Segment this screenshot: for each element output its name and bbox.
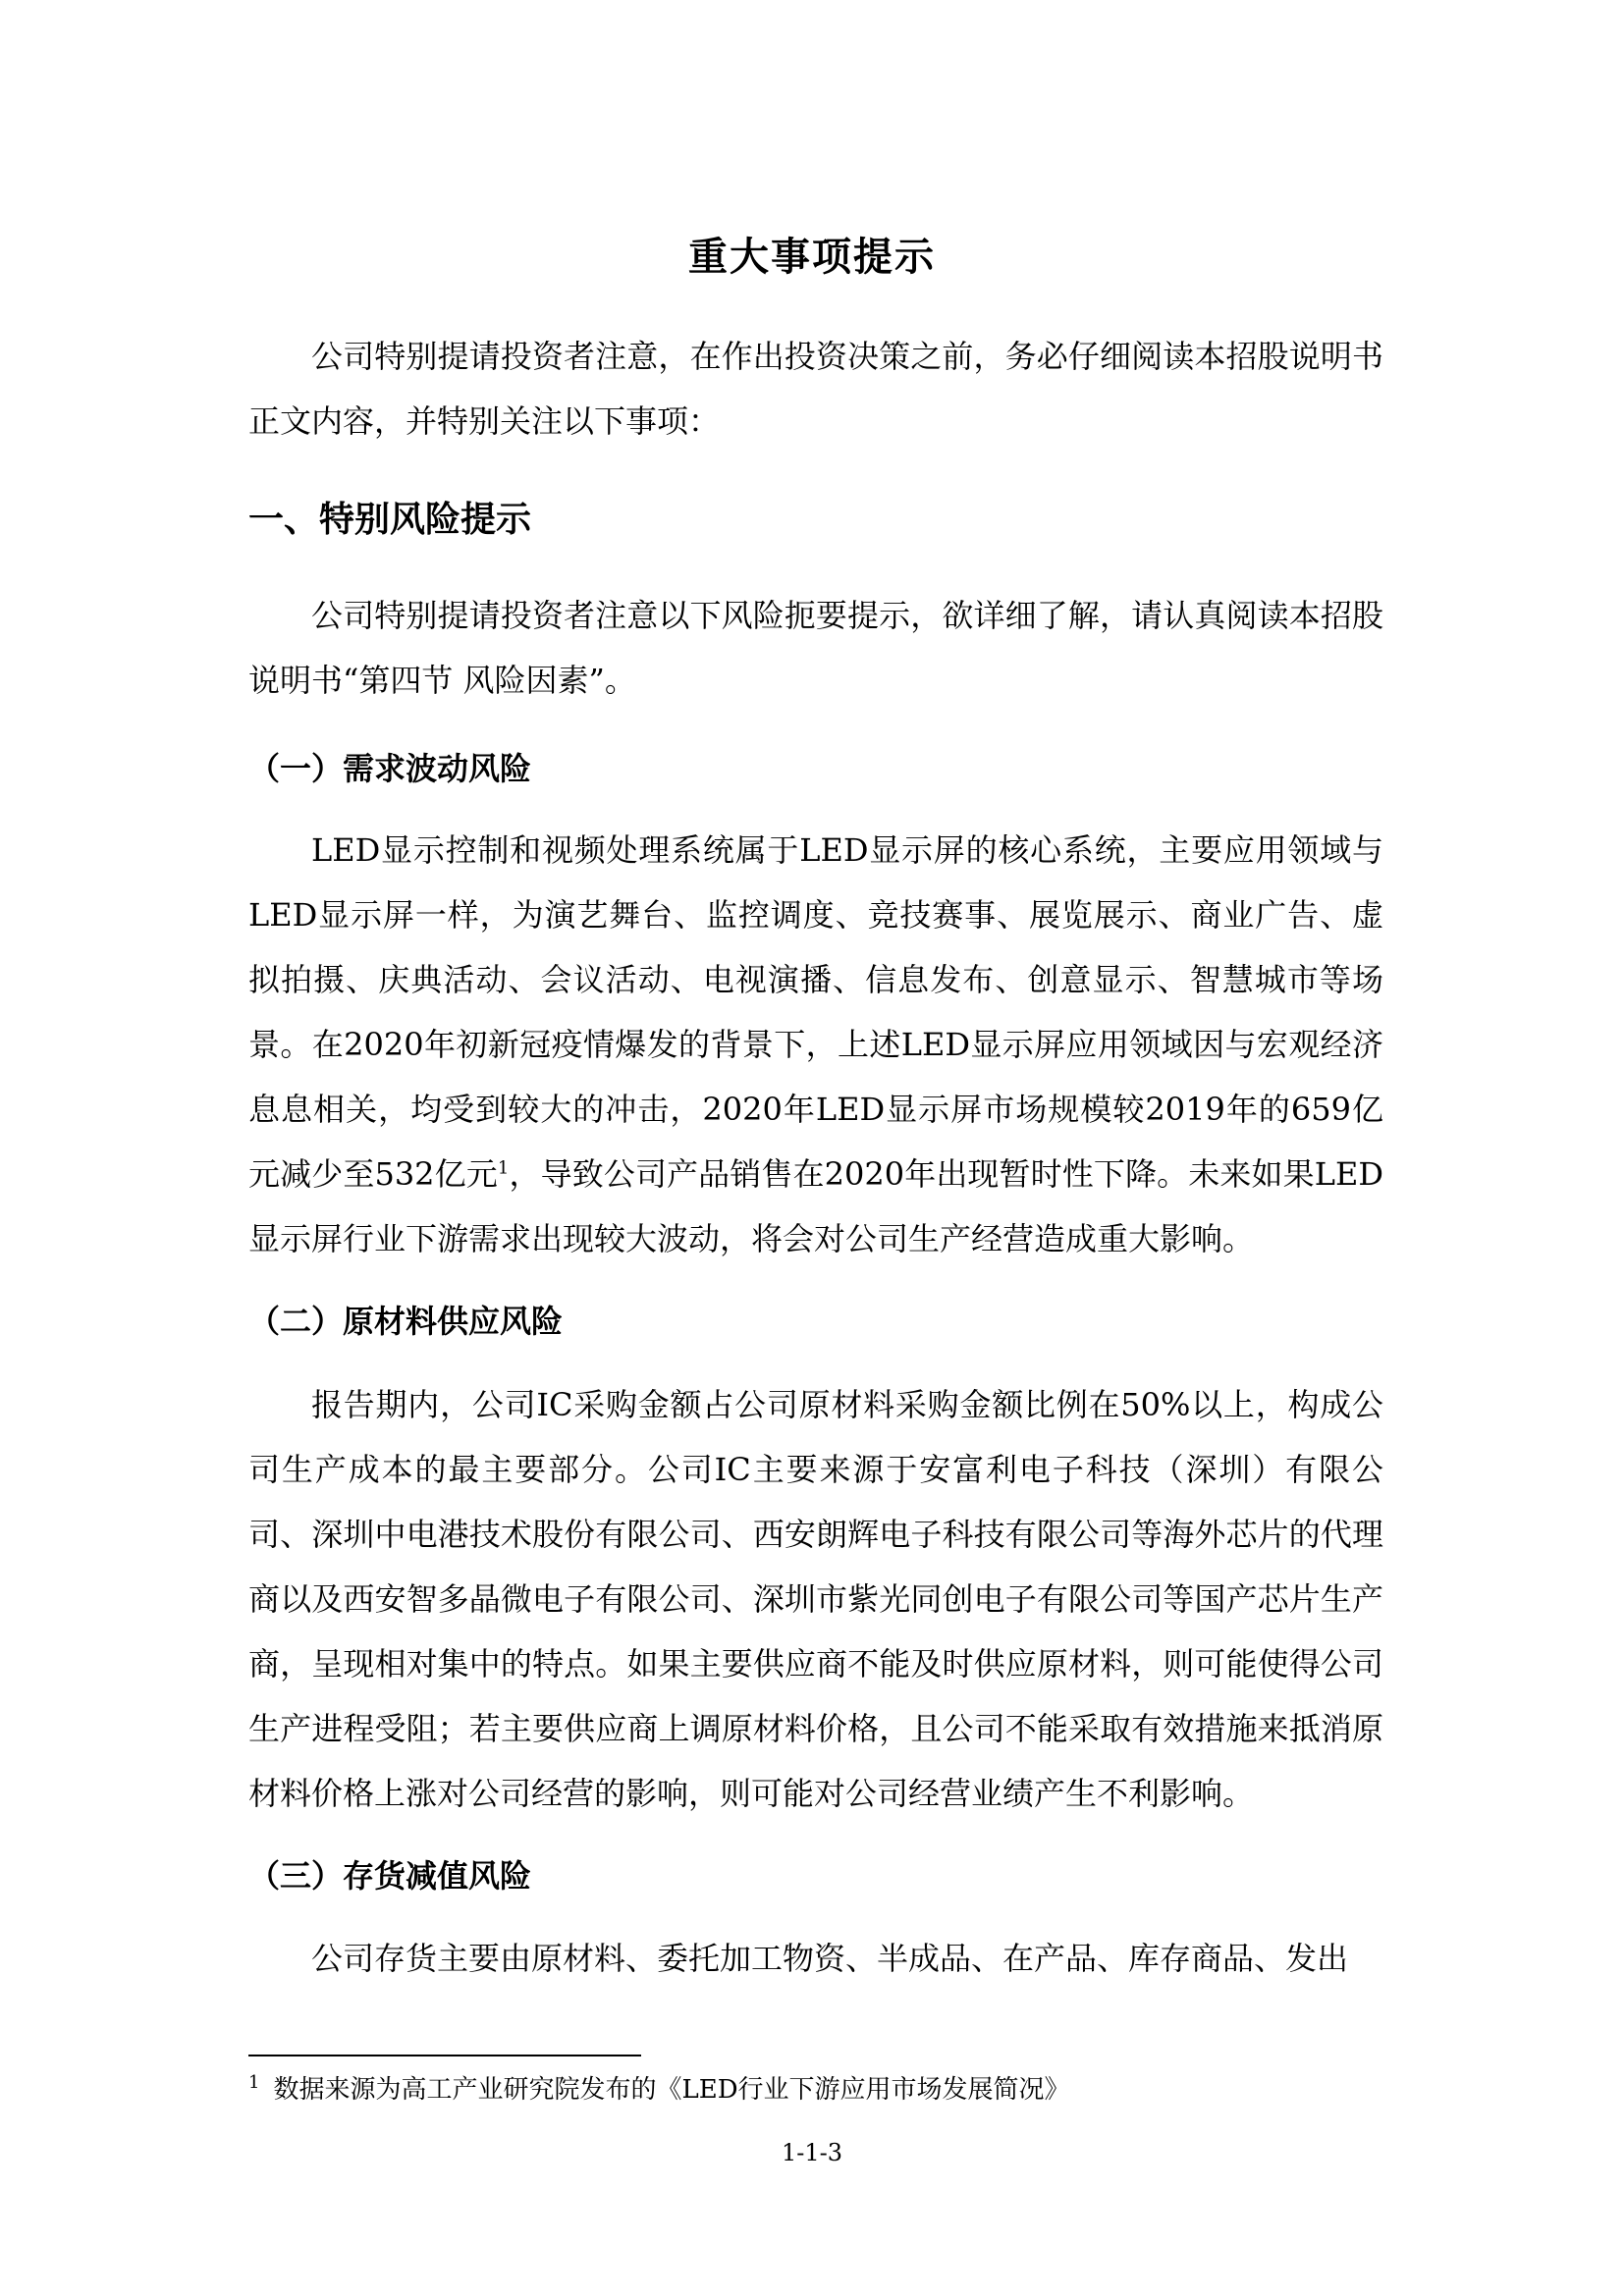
material-supply-risk-paragraph: 报告期内，公司IC采购金额占公司原材料采购金额比例在50%以上，构成公司生产成本的最主要部分。公司IC主要来源于安富利电子科技（深圳）有限公司、深圳中电港技术股份有限公司、西安朗辉电子科技有限公司等海外芯片的代理商以及西安智多晶微电子有限公司、深圳市紫光同创电子有限公司等国产芯片生产商，呈现相对集中的特点。如果主要供应商不能及时供应原材料，则可能使得公司生产进程受阻；若主要供应商上调原材料价格，且公司不能采取有效措施来抵消原材料价格上涨对公司经营的影响，则可能对公司经营业绩产生不利影响。 [248, 1386, 1383, 1812]
inventory-risk-paragraph: 公司存货主要由原材料、委托加工物资、半成品、在产品、库存商品、发出 [311, 1940, 1349, 1977]
section-intro-paragraph: 公司特别提请投资者注意以下风险扼要提示，欲详细了解，请认真阅读本招股说明书“第四节 风险因素”。 [248, 597, 1383, 699]
footnote-reference: 1 [497, 1157, 510, 1179]
demand-risk-text-part2: ，导致公司产品销售在2020年出现暂时性下降。未来如果LED显示屏行业下游需求出现较大波动，将会对公司生产经营造成重大影响。 [248, 1155, 1383, 1257]
subsection-heading-material-supply-risk: （二）原材料供应风险 [248, 1303, 564, 1340]
section-heading-special-risks: 一、特别风险提示 [248, 500, 532, 540]
document-title: 重大事项提示 [688, 235, 936, 280]
intro-paragraph: 公司特别提请投资者注意，在作出投资决策之前，务必仔细阅读本招股说明书正文内容，并特别关注以下事项： [248, 338, 1383, 440]
footnote [248, 2071, 1383, 2109]
subsection-heading-inventory-risk: （三）存货减值风险 [248, 1857, 532, 1895]
subsection-heading-demand-risk: （一）需求波动风险 [248, 750, 532, 787]
demand-risk-paragraph [248, 818, 1383, 1271]
page-number: 1-1-3 [781, 2139, 843, 2166]
demand-risk-text-part1: LED显示控制和视频处理系统属于LED显示屏的核心系统，主要应用领域与LED显示屏一样，为演艺舞台、监控调度、竞技赛事、展览展示、商业广告、虚拟拍摄、庆典活动、会议活动、电视演播、信息发布、创意显示、智慧城市等场景。在2020年初新冠疫情爆发的背景下，上述LED显示屏应用领域因与宏观经济息息相关，均受到较大的冲击，2020年LED显示屏市场规模较2019年的659亿元减少至532亿元 [248, 831, 1383, 1193]
footnote-text: 数据来源为高工产业研究院发布的《LED行业下游应用市场发展简况》 [273, 2075, 1070, 2105]
footnote-separator [248, 2055, 641, 2056]
footnote-mark: 1 [248, 2072, 260, 2094]
